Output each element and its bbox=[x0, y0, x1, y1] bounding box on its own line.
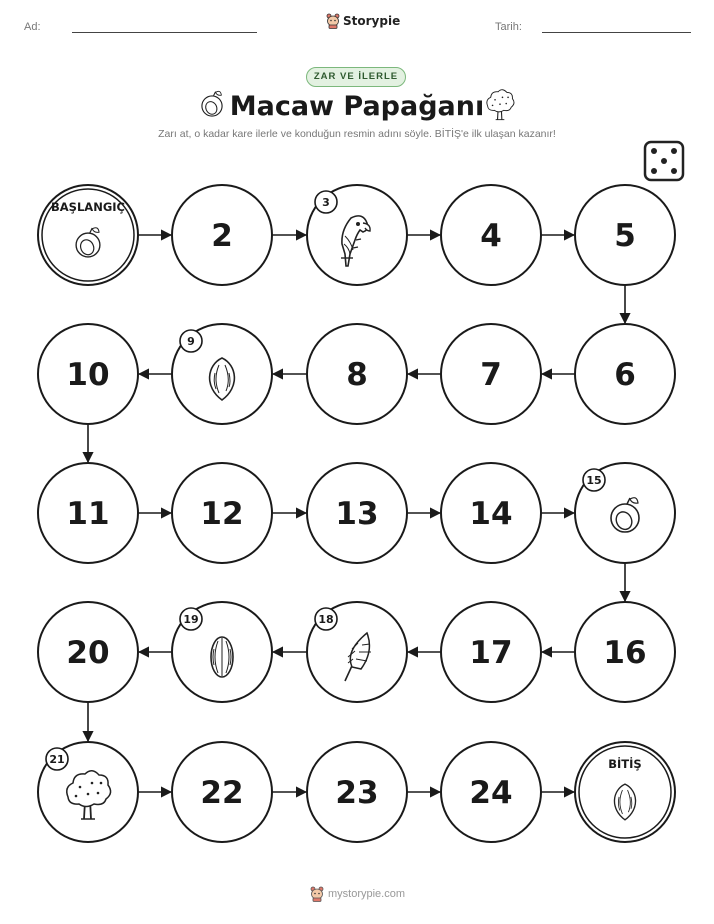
board-cell-21[interactable] bbox=[38, 742, 138, 842]
cell-number-badge: 21 bbox=[49, 753, 65, 766]
board-cell-9[interactable] bbox=[172, 324, 272, 424]
tree-icon bbox=[487, 90, 514, 120]
board-cell-10[interactable] bbox=[38, 324, 138, 424]
cell-number: 20 bbox=[66, 635, 110, 671]
board-cell-18[interactable] bbox=[307, 602, 407, 702]
page-title: Macaw Papağanı bbox=[229, 91, 485, 122]
cell-number-badge: 19 bbox=[183, 613, 199, 626]
board-cell-12[interactable] bbox=[172, 463, 272, 563]
cell-number-badge: 15 bbox=[586, 474, 602, 487]
board-cell-4[interactable] bbox=[441, 185, 541, 285]
board-cell-16[interactable] bbox=[575, 602, 675, 702]
board-cell-14[interactable] bbox=[441, 463, 541, 563]
board-cell-17[interactable] bbox=[441, 602, 541, 702]
board-cell-22[interactable] bbox=[172, 742, 272, 842]
cell-number: 12 bbox=[200, 496, 244, 532]
board-cell-5[interactable] bbox=[575, 185, 675, 285]
brand-name: Storypie bbox=[343, 14, 401, 28]
date-label: Tarih: bbox=[495, 21, 522, 33]
board-cell-13[interactable] bbox=[307, 463, 407, 563]
board-cell-8[interactable] bbox=[307, 324, 407, 424]
cell-number: 17 bbox=[469, 635, 513, 671]
cell-number: 10 bbox=[66, 357, 110, 393]
cell-number: 7 bbox=[480, 357, 502, 393]
start-label: BAŞLANGIÇ bbox=[51, 200, 125, 214]
cell-number-badge: 18 bbox=[318, 613, 334, 626]
dice-five-icon[interactable] bbox=[645, 142, 683, 180]
board-cell-15[interactable] bbox=[575, 463, 675, 563]
cell-number: 6 bbox=[614, 357, 636, 393]
board-cell-3[interactable] bbox=[307, 185, 407, 285]
cell-number: 2 bbox=[211, 218, 233, 254]
board-cell-1[interactable] bbox=[38, 185, 138, 285]
cell-number: 13 bbox=[335, 496, 379, 532]
cell-number: 23 bbox=[335, 775, 379, 811]
board-cells bbox=[38, 185, 675, 842]
cell-number-badge: 9 bbox=[187, 335, 195, 348]
cell-number: 14 bbox=[469, 496, 513, 532]
name-label: Ad: bbox=[24, 21, 41, 33]
activity-badge: ZAR VE İLERLE bbox=[306, 67, 406, 87]
board-cell-7[interactable] bbox=[441, 324, 541, 424]
board-cell-20[interactable] bbox=[38, 602, 138, 702]
cell-number: 22 bbox=[200, 775, 244, 811]
board-cell-11[interactable] bbox=[38, 463, 138, 563]
board-cell-2[interactable] bbox=[172, 185, 272, 285]
cell-number: 24 bbox=[469, 775, 513, 811]
footer-url[interactable]: mystorypie.com bbox=[328, 888, 406, 900]
cell-number-badge: 3 bbox=[322, 196, 330, 209]
cell-number: 11 bbox=[66, 496, 110, 532]
storypie-mascot-icon bbox=[310, 886, 324, 902]
board-cell-19[interactable] bbox=[172, 602, 272, 702]
plum-icon bbox=[202, 91, 222, 116]
footer bbox=[310, 886, 405, 902]
instructions: Zarı at, o kadar kare ilerle ve konduğun resmin adını söyle. BİTİŞ'e ilk ulaşan kazanır! bbox=[158, 128, 556, 140]
board-cell-25[interactable] bbox=[575, 742, 675, 842]
cell-number: 16 bbox=[603, 635, 647, 671]
board-cell-23[interactable] bbox=[307, 742, 407, 842]
board-cell-6[interactable] bbox=[575, 324, 675, 424]
cell-number: 4 bbox=[480, 218, 502, 254]
cell-number: 8 bbox=[346, 357, 368, 393]
cell-number: 5 bbox=[614, 218, 636, 254]
finish-label: BİTİŞ bbox=[608, 757, 642, 771]
seed-icon bbox=[211, 637, 233, 677]
board-cell-24[interactable] bbox=[441, 742, 541, 842]
